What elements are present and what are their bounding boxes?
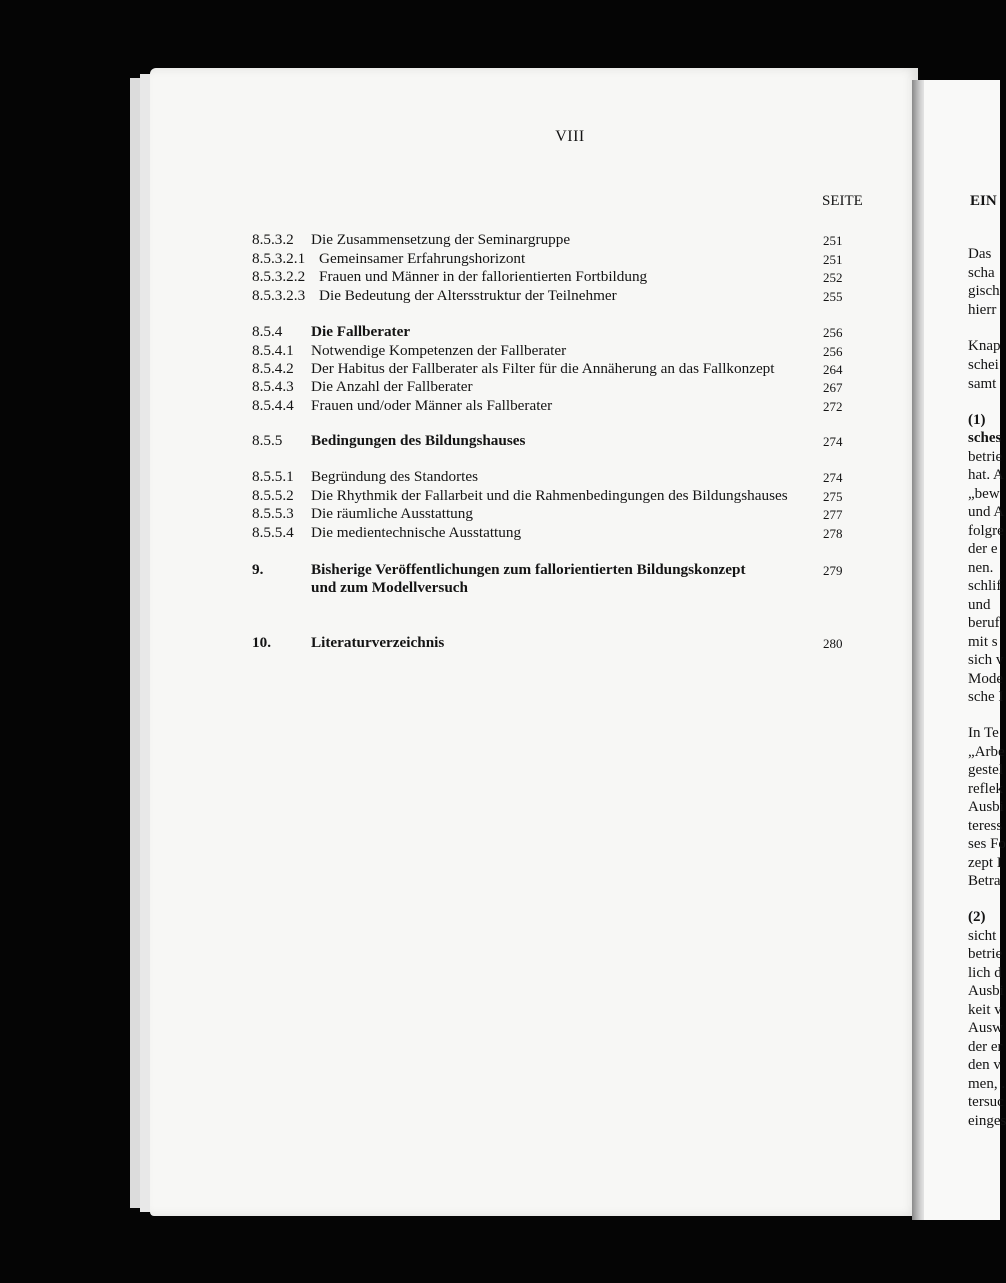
toc-page: 278 (823, 526, 843, 541)
right-page-line: Betra (968, 873, 1001, 889)
right-page-line: „bew (968, 486, 1000, 502)
toc-number: 8.5.3.2 (252, 231, 294, 248)
right-page-line: samt (968, 376, 997, 392)
right-page-line: beruf (968, 615, 1000, 631)
toc-number: 8.5.3.2.3 (252, 287, 306, 304)
toc-number: 8.5.5.2 (252, 487, 294, 504)
toc-number: 8.5.4.3 (252, 378, 294, 395)
right-page-line: nen. (968, 560, 994, 576)
toc-title: Die räumliche Ausstattung (311, 505, 473, 522)
right-page-line: der e (968, 541, 998, 557)
toc-page: 251 (823, 252, 843, 267)
toc-number: 8.5.4 (252, 323, 283, 340)
right-page-line: hat. A (968, 467, 1004, 483)
toc-title: Die Rhythmik der Fallarbeit und die Rahmenbedingungen des Bildungshauses (311, 487, 788, 504)
toc-page: 267 (823, 380, 843, 395)
toc-number: 8.5.5.1 (252, 468, 294, 485)
right-page-line: folgre (968, 523, 1004, 539)
toc-page: 252 (823, 270, 843, 285)
toc-title-line2: und zum Modellversuch (311, 579, 468, 596)
toc-number: 9. (252, 561, 264, 578)
right-page-line: gestel (968, 762, 1003, 778)
right-page-line: hierr (968, 302, 997, 318)
right-page-line: (2) (968, 909, 986, 925)
toc-page: 255 (823, 289, 843, 304)
right-page-line: sche I (968, 689, 1004, 705)
right-page-line: tersuc (968, 1094, 1004, 1110)
toc-number: 8.5.3.2.1 (252, 250, 306, 267)
right-page-line: mit s (968, 634, 998, 650)
right-page-line: Das (968, 246, 992, 262)
toc-number: 8.5.4.1 (252, 342, 294, 359)
right-page-line: sich v (968, 652, 1004, 668)
right-page-line: der er (968, 1039, 1003, 1055)
toc-number: 10. (252, 634, 271, 651)
right-page-line: Ausbi (968, 799, 1004, 815)
right-page-line: Ausbi (968, 983, 1004, 999)
toc-title: Gemeinsamer Erfahrungshorizont (319, 250, 526, 267)
right-page-line: schei (968, 357, 999, 373)
right-page-line: In Te (968, 725, 999, 741)
right-page-line: sicht (968, 928, 997, 944)
right-page-line: „Arbe (968, 744, 1005, 760)
right-page-line: reflek (968, 781, 1003, 797)
toc-title: Die Fallberater (311, 323, 411, 340)
right-page-line: Knap (968, 338, 1001, 354)
right-page-line: keit v (968, 1002, 1002, 1018)
right-page-line: teress (968, 818, 1003, 834)
toc-number: 8.5.4.2 (252, 360, 294, 377)
toc-title: Literaturverzeichnis (311, 634, 445, 651)
seite-column-label: SEITE (822, 193, 863, 209)
toc-number: 8.5.5 (252, 432, 283, 449)
toc-page: 274 (823, 470, 843, 485)
right-page-line: sches (968, 430, 1002, 446)
toc-number: 8.5.5.4 (252, 524, 294, 541)
toc-title: Der Habitus der Fallberater als Filter für die Annäherung an das Fallkonzept (311, 360, 775, 377)
right-page-line: Mode (968, 671, 1003, 687)
toc-title: Notwendige Kompetenzen der Fallberater (311, 342, 567, 359)
right-page-line: zept I (968, 855, 1002, 871)
toc-page: 272 (823, 399, 843, 414)
toc-page: 256 (823, 325, 843, 340)
toc-number: 8.5.5.3 (252, 505, 294, 522)
toc-page: 275 (823, 489, 843, 504)
right-page-line: und A (968, 504, 1005, 520)
toc-title: Die Zusammensetzung der Seminargruppe (311, 231, 571, 248)
toc-page: 280 (823, 636, 843, 651)
page-number: VIII (555, 128, 585, 145)
right-page-line: betrie (968, 946, 1003, 962)
toc-title: Die Bedeutung der Altersstruktur der Teilnehmer (319, 287, 617, 304)
right-page-line: betrie (968, 449, 1003, 465)
right-page-line: lich d (968, 965, 1002, 981)
right-page-line: ses Fo (968, 836, 1006, 852)
toc-page: 279 (823, 563, 843, 578)
toc-number: 8.5.4.4 (252, 397, 294, 414)
right-page-line: einges (968, 1113, 1006, 1129)
toc-page: 277 (823, 507, 843, 522)
right-page-heading: EIN (970, 193, 997, 209)
right-page-line: gisch (968, 283, 1000, 299)
right-page-line: men, . (968, 1076, 1006, 1092)
toc-page: 264 (823, 362, 843, 377)
toc-title: Begründung des Standortes (311, 468, 479, 485)
right-page-line: Ausw (968, 1020, 1004, 1036)
toc-title: Frauen und Männer in der fallorientierten Fortbildung (319, 268, 648, 285)
toc-number: 8.5.3.2.2 (252, 268, 306, 285)
toc-page: 274 (823, 434, 843, 449)
toc-title: Bisherige Veröffentlichungen zum fallorientierten Bildungskonzept (311, 561, 746, 578)
right-page-line: und (968, 597, 991, 613)
right-page-line: den v (968, 1057, 1001, 1073)
right-page-line: scha (968, 265, 995, 281)
right-page-line: schlif (968, 578, 1002, 594)
toc-title: Bedingungen des Bildungshauses (311, 432, 526, 449)
toc-page: 251 (823, 233, 843, 248)
toc-page: 256 (823, 344, 843, 359)
toc-title: Frauen und/oder Männer als Fallberater (311, 397, 553, 414)
toc-title: Die Anzahl der Fallberater (311, 378, 473, 395)
right-page-line: (1) (968, 412, 986, 428)
toc-title: Die medientechnische Ausstattung (311, 524, 522, 541)
